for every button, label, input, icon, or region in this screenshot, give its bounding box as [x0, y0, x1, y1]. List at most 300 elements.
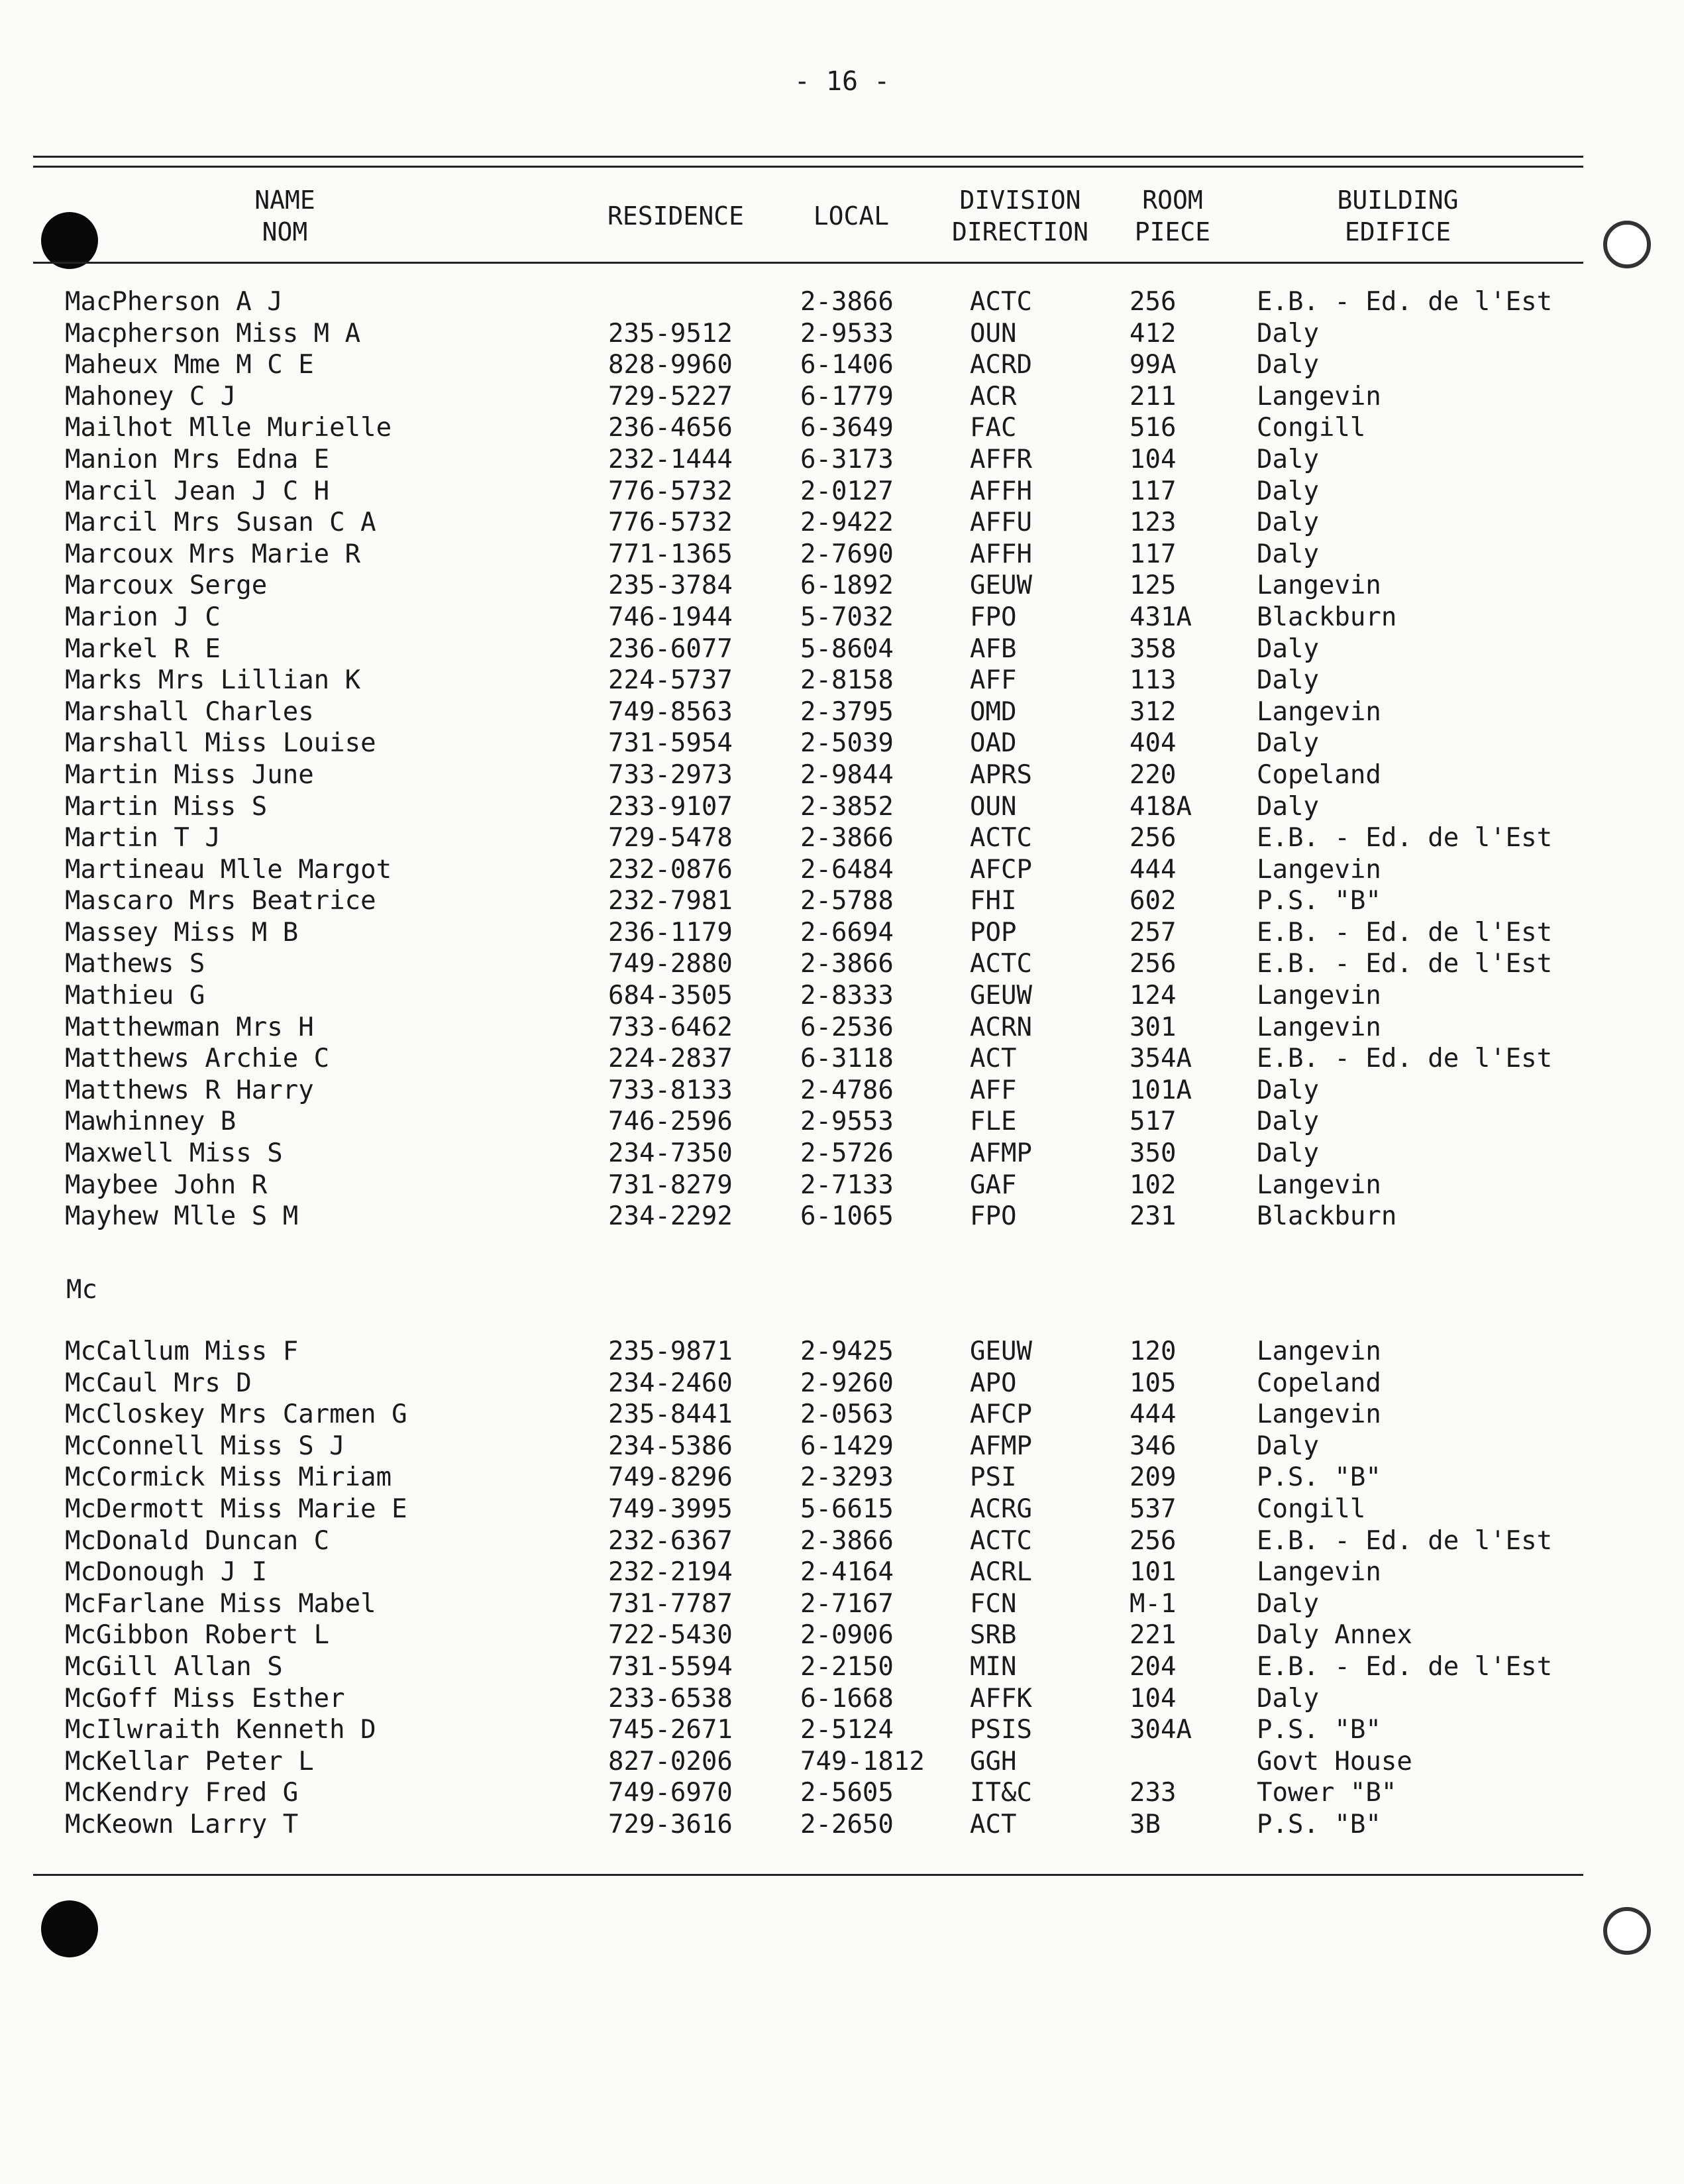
cell-bld: Copeland — [1257, 1368, 1381, 1398]
cell-room: 104 — [1130, 444, 1177, 474]
cell-res: 746-2596 — [608, 1107, 733, 1137]
cell-res: 232-0876 — [608, 854, 733, 885]
cell-res: 749-2880 — [608, 949, 733, 979]
cell-div: ACTC — [970, 287, 1032, 317]
cell-bld: P.S. "B" — [1257, 1462, 1381, 1493]
cell-res: 232-1444 — [608, 444, 733, 474]
cell-res: 745-2671 — [608, 1715, 733, 1745]
cell-div: FHI — [970, 886, 1017, 916]
cell-name: McFarlane Miss Mabel — [65, 1588, 376, 1619]
cell-loc: 2-0563 — [800, 1399, 894, 1430]
cell-res: 224-5737 — [608, 665, 733, 696]
cell-bld: Langevin — [1257, 1399, 1381, 1430]
cell-div: ACTC — [970, 1525, 1032, 1556]
cell-name: Mathews S — [65, 949, 205, 979]
header-room: ROOM PIECE — [1134, 186, 1211, 246]
directory-list-mc — [0, 1336, 1684, 1841]
cell-bld: Blackburn — [1257, 1201, 1397, 1232]
cell-name: Marcoux Serge — [65, 571, 268, 601]
cell-res: 235-8441 — [608, 1399, 733, 1430]
cell-loc: 2-9260 — [800, 1368, 894, 1398]
cell-name: McDermott Miss Marie E — [65, 1494, 407, 1524]
table-row — [0, 381, 1684, 413]
cell-loc: 2-5726 — [800, 1138, 894, 1169]
table-row — [0, 349, 1684, 381]
header-local: LOCAL — [813, 201, 890, 231]
table-row — [0, 1556, 1684, 1588]
cell-loc: 5-7032 — [800, 602, 894, 632]
table-row — [0, 1336, 1684, 1368]
table-row — [0, 822, 1684, 854]
cell-div: APRS — [970, 759, 1032, 790]
cell-name: McDonough J I — [65, 1557, 268, 1588]
cell-loc: 2-7167 — [800, 1588, 894, 1619]
table-row — [0, 1170, 1684, 1201]
cell-name: Manion Mrs Edna E — [65, 444, 330, 474]
page-number: - 16 - — [794, 66, 890, 97]
cell-name: Marcil Jean J C H — [65, 476, 330, 506]
cell-loc: 5-8604 — [800, 633, 894, 664]
cell-bld: E.B. - Ed. de l'Est — [1257, 287, 1553, 317]
header-rule — [33, 262, 1583, 264]
cell-bld: P.S. "B" — [1257, 1715, 1381, 1745]
cell-div: PSI — [970, 1462, 1017, 1493]
cell-name: Mailhot Mlle Murielle — [65, 413, 392, 443]
cell-name: McKendry Fred G — [65, 1778, 299, 1808]
cell-room: 256 — [1130, 287, 1177, 317]
table-row — [0, 1588, 1684, 1620]
cell-room: 257 — [1130, 917, 1177, 948]
cell-res: 733-6462 — [608, 1012, 733, 1042]
table-row — [0, 570, 1684, 602]
table-row — [0, 286, 1684, 318]
cell-room: 101 — [1130, 1557, 1177, 1588]
cell-room: 123 — [1130, 508, 1177, 538]
cell-bld: Langevin — [1257, 696, 1381, 727]
cell-name: McCormick Miss Miriam — [65, 1462, 392, 1493]
cell-name: Macpherson Miss M A — [65, 318, 361, 349]
cell-loc: 6-1429 — [800, 1431, 894, 1461]
cell-room: 358 — [1130, 633, 1177, 664]
cell-div: PSIS — [970, 1715, 1032, 1745]
cell-loc: 2-9844 — [800, 759, 894, 790]
cell-name: Marks Mrs Lillian K — [65, 665, 361, 696]
cell-div: OUN — [970, 791, 1017, 822]
cell-div: ACRN — [970, 1012, 1032, 1042]
cell-res: 232-2194 — [608, 1557, 733, 1588]
cell-loc: 2-3866 — [800, 949, 894, 979]
header-building: BUILDING EDIFICE — [1337, 186, 1459, 246]
table-row — [0, 728, 1684, 759]
cell-loc: 2-3293 — [800, 1462, 894, 1493]
cell-loc: 2-3866 — [800, 1525, 894, 1556]
cell-div: ACT — [970, 1044, 1017, 1074]
cell-room: 102 — [1130, 1170, 1177, 1200]
cell-bld: Congill — [1257, 1494, 1366, 1524]
cell-name: Martineau Mlle Margot — [65, 854, 392, 885]
table-row — [0, 1201, 1684, 1232]
cell-loc: 2-0127 — [800, 476, 894, 506]
cell-name: McGoff Miss Esther — [65, 1683, 345, 1714]
cell-room: 117 — [1130, 476, 1177, 506]
cell-room: 537 — [1130, 1494, 1177, 1524]
cell-div: AFF — [970, 665, 1017, 696]
cell-bld: Daly — [1257, 1075, 1319, 1105]
cell-name: McDonald Duncan C — [65, 1525, 330, 1556]
cell-div: AFCP — [970, 1399, 1032, 1430]
cell-div: FCN — [970, 1588, 1017, 1619]
table-row — [0, 476, 1684, 508]
table-row — [0, 1431, 1684, 1462]
cell-room: 120 — [1130, 1337, 1177, 1366]
cell-bld: E.B. - Ed. de l'Est — [1257, 1651, 1553, 1682]
cell-loc: 2-9425 — [800, 1337, 894, 1366]
cell-room: 104 — [1130, 1683, 1177, 1714]
punch-hole-icon — [41, 1900, 98, 1957]
cell-loc: 5-6615 — [800, 1494, 894, 1524]
cell-name: Mascaro Mrs Beatrice — [65, 886, 376, 916]
cell-bld: Daly — [1257, 444, 1319, 474]
table-row — [0, 633, 1684, 665]
cell-room: 211 — [1130, 381, 1177, 411]
cell-loc: 2-8333 — [800, 981, 894, 1011]
cell-loc: 2-2150 — [800, 1651, 894, 1682]
punch-hole-icon — [41, 212, 98, 269]
cell-bld: Daly — [1257, 1431, 1319, 1461]
cell-div: FPO — [970, 602, 1017, 632]
cell-bld: Daly — [1257, 791, 1319, 822]
table-row — [0, 665, 1684, 696]
cell-name: McKeown Larry T — [65, 1809, 299, 1839]
cell-div: AFMP — [970, 1138, 1032, 1169]
cell-name: McCallum Miss F — [65, 1337, 299, 1366]
cell-res: 233-9107 — [608, 791, 733, 822]
cell-room: 602 — [1130, 886, 1177, 916]
table-row — [0, 1651, 1684, 1683]
table-row — [0, 1368, 1684, 1399]
table-row — [0, 1106, 1684, 1138]
cell-div: OUN — [970, 318, 1017, 349]
directory-list — [0, 286, 1684, 1232]
cell-div: GGH — [970, 1746, 1017, 1776]
table-row — [0, 885, 1684, 917]
cell-bld: Govt House — [1257, 1746, 1412, 1776]
cell-name: McCaul Mrs D — [65, 1368, 252, 1398]
cell-div: OAD — [970, 728, 1017, 759]
cell-res: 827-0206 — [608, 1746, 733, 1776]
cell-bld: Daly — [1257, 539, 1319, 569]
cell-name: MacPherson A J — [65, 287, 283, 317]
cell-room: 221 — [1130, 1620, 1177, 1651]
cell-loc: 2-9533 — [800, 318, 894, 349]
cell-res: 828-9960 — [608, 350, 733, 380]
table-row — [0, 507, 1684, 539]
cell-room: 412 — [1130, 318, 1177, 349]
binder-ring-icon — [1603, 221, 1651, 268]
cell-res: 236-6077 — [608, 633, 733, 664]
cell-name: McGill Allan S — [65, 1651, 283, 1682]
cell-loc: 2-7133 — [800, 1170, 894, 1200]
cell-res: 233-6538 — [608, 1683, 733, 1714]
cell-name: McCloskey Mrs Carmen G — [65, 1399, 407, 1430]
cell-room: 516 — [1130, 413, 1177, 443]
cell-name: Mathieu G — [65, 981, 205, 1011]
table-row — [0, 696, 1684, 728]
cell-bld: Langevin — [1257, 854, 1381, 885]
cell-res: 236-1179 — [608, 917, 733, 948]
table-row — [0, 412, 1684, 444]
cell-name: Maybee John R — [65, 1170, 268, 1200]
cell-div: IT&C — [970, 1778, 1032, 1808]
cell-bld: Daly — [1257, 318, 1319, 349]
cell-res: 776-5732 — [608, 508, 733, 538]
cell-loc: 6-3118 — [800, 1044, 894, 1074]
cell-div: SRB — [970, 1620, 1017, 1651]
cell-loc: 2-6694 — [800, 917, 894, 948]
cell-bld: Blackburn — [1257, 602, 1397, 632]
cell-room: 124 — [1130, 981, 1177, 1011]
cell-div: ACR — [970, 381, 1017, 411]
cell-bld: E.B. - Ed. de l'Est — [1257, 1044, 1553, 1074]
table-row — [0, 854, 1684, 886]
cell-loc: 2-4164 — [800, 1557, 894, 1588]
cell-name: Markel R E — [65, 633, 221, 664]
cell-bld: Langevin — [1257, 1337, 1381, 1366]
cell-loc: 6-1668 — [800, 1683, 894, 1714]
cell-name: Martin Miss June — [65, 759, 314, 790]
cell-res: 729-5478 — [608, 823, 733, 853]
cell-div: GEUW — [970, 1337, 1032, 1366]
cell-div: FPO — [970, 1201, 1017, 1232]
cell-room: 220 — [1130, 759, 1177, 790]
table-row — [0, 980, 1684, 1012]
cell-name: Maheux Mme M C E — [65, 350, 314, 380]
cell-res: 749-3995 — [608, 1494, 733, 1524]
cell-div: AFMP — [970, 1431, 1032, 1461]
cell-loc: 6-1779 — [800, 381, 894, 411]
cell-bld: Daly — [1257, 1138, 1319, 1169]
table-row — [0, 1777, 1684, 1809]
cell-loc: 749-1812 — [800, 1746, 925, 1776]
cell-bld: Daly — [1257, 1683, 1319, 1714]
table-row — [0, 1809, 1684, 1841]
cell-div: MIN — [970, 1651, 1017, 1682]
cell-res: 746-1944 — [608, 602, 733, 632]
cell-bld: Langevin — [1257, 1170, 1381, 1200]
cell-room: 350 — [1130, 1138, 1177, 1169]
cell-bld: Daly Annex — [1257, 1620, 1412, 1651]
table-row — [0, 917, 1684, 949]
cell-loc: 6-3173 — [800, 444, 894, 474]
cell-div: AFFU — [970, 508, 1032, 538]
cell-res: 749-8563 — [608, 696, 733, 727]
cell-loc: 2-4786 — [800, 1075, 894, 1105]
cell-res: 733-8133 — [608, 1075, 733, 1105]
cell-res: 234-2460 — [608, 1368, 733, 1398]
cell-loc: 6-1406 — [800, 350, 894, 380]
cell-loc: 6-2536 — [800, 1012, 894, 1042]
cell-div: ACT — [970, 1809, 1017, 1839]
cell-loc: 2-6484 — [800, 854, 894, 885]
table-row — [0, 791, 1684, 823]
cell-bld: E.B. - Ed. de l'Est — [1257, 949, 1553, 979]
cell-res: 722-5430 — [608, 1620, 733, 1651]
cell-name: McGibbon Robert L — [65, 1620, 330, 1651]
cell-bld: Daly — [1257, 350, 1319, 380]
cell-room: 312 — [1130, 696, 1177, 727]
table-row — [0, 1746, 1684, 1778]
cell-room: 301 — [1130, 1012, 1177, 1042]
cell-bld: E.B. - Ed. de l'Est — [1257, 917, 1553, 948]
cell-div: AFFR — [970, 444, 1032, 474]
cell-div: AFFH — [970, 539, 1032, 569]
cell-loc: 2-3866 — [800, 287, 894, 317]
cell-room: 256 — [1130, 1525, 1177, 1556]
cell-room: 304A — [1130, 1715, 1192, 1745]
cell-name: McKellar Peter L — [65, 1746, 314, 1776]
cell-res: 232-6367 — [608, 1525, 733, 1556]
cell-res: 235-9871 — [608, 1337, 733, 1366]
cell-loc: 2-5605 — [800, 1778, 894, 1808]
table-row — [0, 1714, 1684, 1746]
cell-room: 231 — [1130, 1201, 1177, 1232]
table-row — [0, 602, 1684, 633]
cell-res: 731-5594 — [608, 1651, 733, 1682]
cell-div: AFCP — [970, 854, 1032, 885]
cell-name: Martin Miss S — [65, 791, 268, 822]
cell-room: 99A — [1130, 350, 1177, 380]
cell-room: 418A — [1130, 791, 1192, 822]
cell-res: 236-4656 — [608, 413, 733, 443]
table-row — [0, 539, 1684, 571]
cell-name: Mawhinney B — [65, 1107, 237, 1137]
cell-room: 105 — [1130, 1368, 1177, 1398]
cell-name: Marcil Mrs Susan C A — [65, 508, 376, 538]
cell-res: 234-5386 — [608, 1431, 733, 1461]
cell-room: 113 — [1130, 665, 1177, 696]
cell-bld: Langevin — [1257, 1012, 1381, 1042]
cell-room: 233 — [1130, 1778, 1177, 1808]
cell-name: Matthews Archie C — [65, 1044, 330, 1074]
binder-ring-icon — [1603, 1907, 1651, 1955]
cell-name: Matthewman Mrs H — [65, 1012, 314, 1042]
cell-name: Marshall Miss Louise — [65, 728, 376, 759]
section-label: Mc — [66, 1275, 97, 1305]
cell-bld: Congill — [1257, 413, 1366, 443]
cell-loc: 2-5788 — [800, 886, 894, 916]
cell-loc: 2-0906 — [800, 1620, 894, 1651]
cell-bld: P.S. "B" — [1257, 886, 1381, 916]
bottom-rule — [33, 1874, 1583, 1876]
cell-bld: Copeland — [1257, 759, 1381, 790]
table-row — [0, 1138, 1684, 1170]
cell-loc: 2-3852 — [800, 791, 894, 822]
cell-room: 444 — [1130, 854, 1177, 885]
cell-room: 125 — [1130, 571, 1177, 601]
table-row — [0, 1525, 1684, 1557]
table-row — [0, 1043, 1684, 1075]
cell-div: OMD — [970, 696, 1017, 727]
cell-res: 234-7350 — [608, 1138, 733, 1169]
cell-name: McIlwraith Kenneth D — [65, 1715, 376, 1745]
cell-room: 517 — [1130, 1107, 1177, 1137]
cell-loc: 2-5039 — [800, 728, 894, 759]
cell-res: 224-2837 — [608, 1044, 733, 1074]
cell-name: Martin T J — [65, 823, 221, 853]
cell-name: Massey Miss M B — [65, 917, 299, 948]
cell-name: Marion J C — [65, 602, 221, 632]
cell-room: 256 — [1130, 823, 1177, 853]
table-row — [0, 318, 1684, 350]
top-rule-secondary — [33, 166, 1583, 168]
cell-bld: Daly — [1257, 476, 1319, 506]
cell-div: ACTC — [970, 823, 1032, 853]
cell-res: 729-3616 — [608, 1809, 733, 1839]
cell-res: 729-5227 — [608, 381, 733, 411]
table-row — [0, 1399, 1684, 1431]
cell-bld: P.S. "B" — [1257, 1809, 1381, 1839]
cell-loc: 6-1892 — [800, 571, 894, 601]
cell-room: 444 — [1130, 1399, 1177, 1430]
cell-bld: Daly — [1257, 508, 1319, 538]
cell-loc: 2-7690 — [800, 539, 894, 569]
cell-room: 209 — [1130, 1462, 1177, 1493]
cell-div: GEUW — [970, 981, 1032, 1011]
cell-name: Maxwell Miss S — [65, 1138, 283, 1169]
cell-bld: Langevin — [1257, 381, 1381, 411]
table-row — [0, 1683, 1684, 1715]
cell-res: 684-3505 — [608, 981, 733, 1011]
cell-res: 771-1365 — [608, 539, 733, 569]
cell-div: ACRD — [970, 350, 1032, 380]
cell-bld: Langevin — [1257, 981, 1381, 1011]
cell-bld: Daly — [1257, 665, 1319, 696]
cell-name: McConnell Miss S J — [65, 1431, 345, 1461]
cell-res: 731-5954 — [608, 728, 733, 759]
cell-loc: 2-9553 — [800, 1107, 894, 1137]
cell-div: ACRG — [970, 1494, 1032, 1524]
table-row — [0, 444, 1684, 476]
cell-loc: 6-1065 — [800, 1201, 894, 1232]
cell-loc: 2-2650 — [800, 1809, 894, 1839]
cell-div: POP — [970, 917, 1017, 948]
cell-name: Marshall Charles — [65, 696, 314, 727]
cell-bld: E.B. - Ed. de l'Est — [1257, 1525, 1553, 1556]
header-residence: RESIDENCE — [607, 201, 744, 231]
cell-loc: 2-5124 — [800, 1715, 894, 1745]
cell-div: AFFK — [970, 1683, 1032, 1714]
table-row — [0, 759, 1684, 791]
table-row — [0, 1462, 1684, 1494]
cell-loc: 2-9422 — [800, 508, 894, 538]
cell-room: 204 — [1130, 1651, 1177, 1682]
table-row — [0, 948, 1684, 980]
cell-res: 731-8279 — [608, 1170, 733, 1200]
cell-room: 346 — [1130, 1431, 1177, 1461]
cell-bld: E.B. - Ed. de l'Est — [1257, 823, 1553, 853]
cell-name: Marcoux Mrs Marie R — [65, 539, 361, 569]
cell-div: AFF — [970, 1075, 1017, 1105]
table-row — [0, 1012, 1684, 1044]
cell-name: Matthews R Harry — [65, 1075, 314, 1105]
cell-bld: Daly — [1257, 633, 1319, 664]
cell-room: 117 — [1130, 539, 1177, 569]
cell-loc: 6-3649 — [800, 413, 894, 443]
cell-room: 431A — [1130, 602, 1192, 632]
cell-res: 232-7981 — [608, 886, 733, 916]
cell-res: 235-3784 — [608, 571, 733, 601]
cell-name: Mahoney C J — [65, 381, 237, 411]
